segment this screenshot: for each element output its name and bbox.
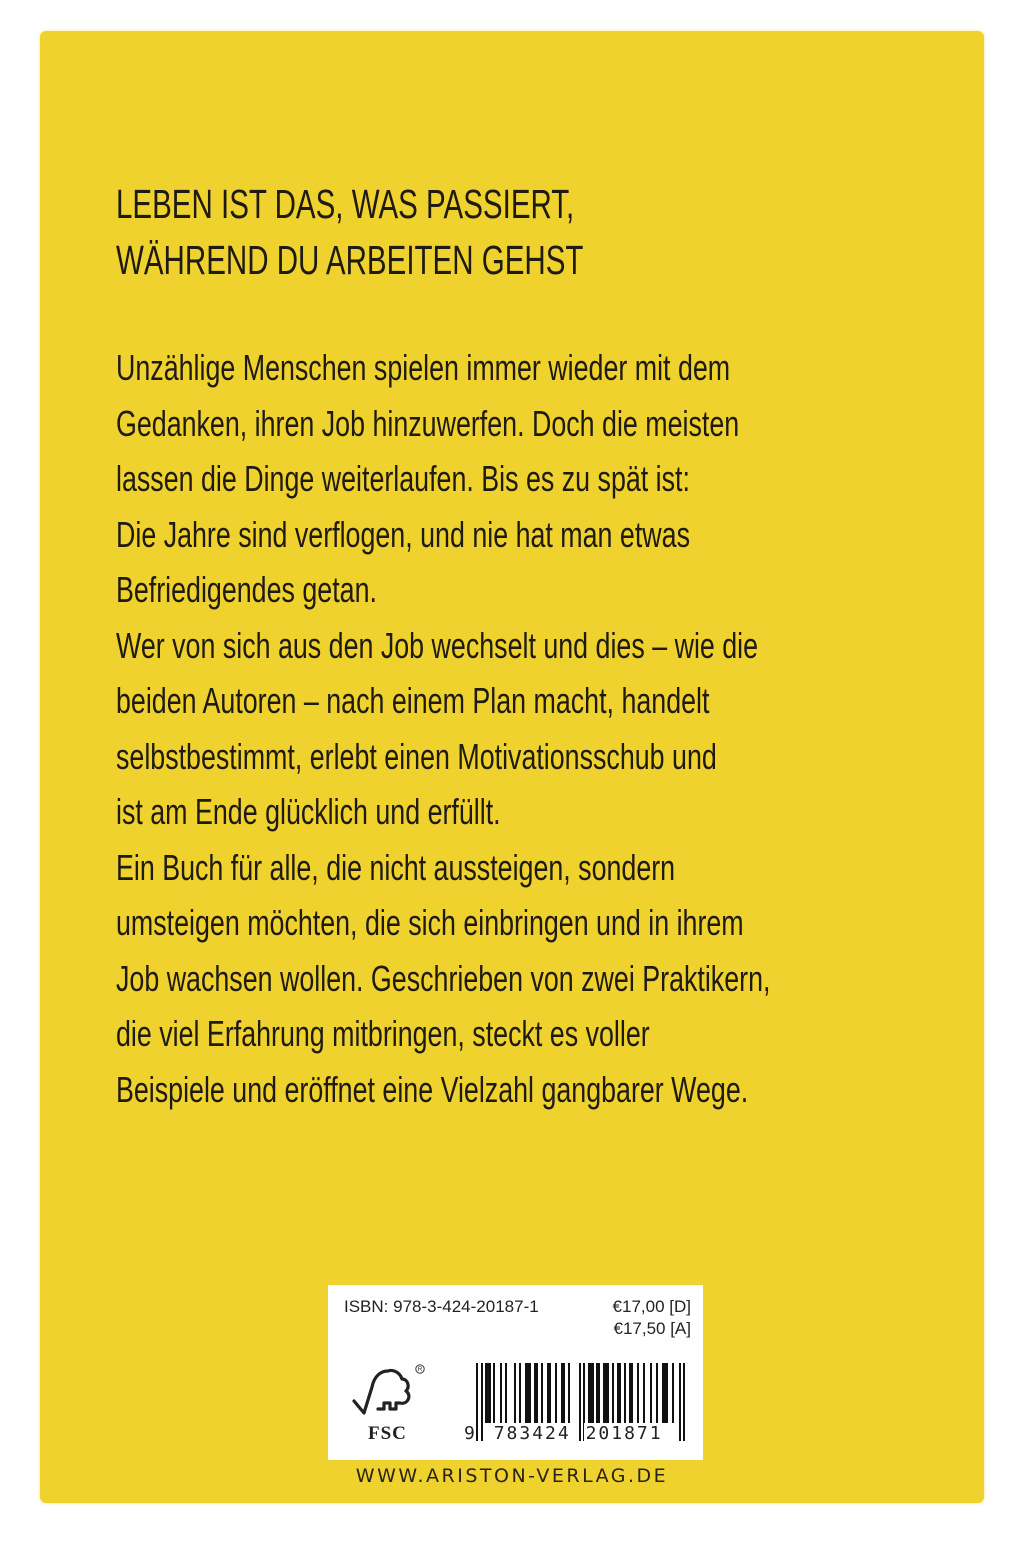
barcode-digits	[464, 1423, 665, 1444]
blurb-line: selbstbestimmt, erlebt einen Motivationsschub und	[116, 735, 717, 777]
blurb-line: Wer von sich aus den Job wechselt und dies – wie die	[116, 624, 759, 666]
price-austria: €17,50 [A]	[613, 1319, 691, 1338]
barcode-first-digit: 9	[464, 1423, 475, 1444]
blurb-line: lassen die Dinge weiterlaufen. Bis es zu spät ist:	[116, 458, 690, 499]
isbn-price-label	[328, 1285, 703, 1460]
blurb-line: Die Jahre sind verflogen, und nie hat man etwas	[116, 513, 690, 555]
svg-text:R: R	[417, 1367, 423, 1374]
blurb-line: Beispiele und eröffnet eine Vielzahl gangbarer Wege.	[116, 1068, 749, 1110]
headline	[116, 176, 583, 288]
blurb-line: umsteigen möchten, die sich einbringen und in ihrem	[116, 902, 744, 943]
blurb-line: ist am Ende glücklich und erfüllt.	[116, 791, 501, 832]
isbn-text: ISBN: 978-3-424-20187-1	[344, 1297, 539, 1316]
barcode-left-group: 783424	[493, 1423, 571, 1444]
blurb-line: Gedanken, ihren Job hinzuwerfen. Doch die meisten	[116, 402, 740, 444]
blurb-line: Ein Buch für alle, die nicht aussteigen, sondern	[116, 846, 676, 888]
blurb-line: beiden Autoren – nach einem Plan macht, handelt	[116, 680, 710, 721]
fsc-tree-checkmark-icon	[350, 1363, 430, 1423]
publisher-website: WWW.ARISTON-VERLAG.DE	[355, 1465, 669, 1487]
blurb-line: Job wachsen wollen. Geschrieben von zwei Praktikern,	[116, 957, 771, 999]
blurb-text	[116, 340, 770, 1117]
fsc-text: FSC	[368, 1423, 407, 1444]
blurb-line: Befriedigendes getan.	[116, 569, 377, 610]
headline-line: LEBEN IST DAS, WAS PASSIERT,	[116, 181, 575, 227]
headline-line: WÄHREND DU ARBEITEN GEHST	[116, 237, 584, 283]
barcode-right-group: 201871	[585, 1423, 663, 1444]
price-germany: €17,00 [D]	[612, 1297, 691, 1316]
blurb-line: Unzählige Menschen spielen immer wieder mit dem	[116, 347, 731, 388]
blurb-line: die viel Erfahrung mitbringen, steckt es voller	[116, 1013, 650, 1054]
